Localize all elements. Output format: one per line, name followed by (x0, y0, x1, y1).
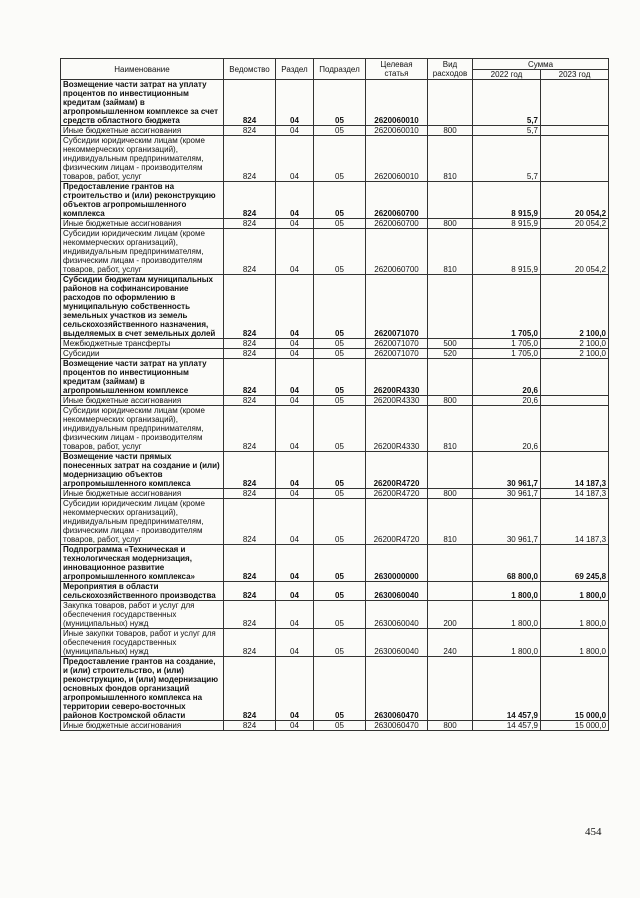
cell-vedomstvo: 824 (224, 406, 276, 452)
cell-razdel: 04 (276, 489, 314, 499)
cell-razdel: 04 (276, 601, 314, 629)
cell-sum-2023: 20 054,2 (541, 219, 609, 229)
cell-sum-2023: 15 000,0 (541, 657, 609, 721)
cell-podrazdel: 05 (314, 629, 366, 657)
cell-sum-2023 (541, 136, 609, 182)
cell-sum-2023: 2 100,0 (541, 349, 609, 359)
table-header (61, 59, 609, 80)
cell-target: 2620071070 (366, 349, 428, 359)
cell-vid: 800 (428, 396, 473, 406)
cell-target: 2620060700 (366, 219, 428, 229)
cell-vid: 240 (428, 629, 473, 657)
cell-vid: 800 (428, 489, 473, 499)
table-row (61, 499, 609, 545)
cell-sum-2022: 5,7 (473, 80, 541, 126)
table-row (61, 219, 609, 229)
cell-podrazdel: 05 (314, 275, 366, 339)
table-row (61, 406, 609, 452)
cell-name: Иные бюджетные ассигнования (61, 721, 224, 731)
cell-name: Возмещение части прямых понесенных затрат на создание и (или) модернизацию объектов агропромышленного комплекса (61, 452, 224, 489)
cell-podrazdel: 05 (314, 126, 366, 136)
cell-sum-2022: 30 961,7 (473, 489, 541, 499)
cell-vid: 800 (428, 126, 473, 136)
table-row (61, 229, 609, 275)
cell-vedomstvo: 824 (224, 452, 276, 489)
cell-podrazdel: 05 (314, 489, 366, 499)
page-number: 454 (585, 826, 602, 838)
cell-name: Субсидии юридическим лицам (кроме некоммерческих организаций), индивидуальным предпринимателям, физическим лицам - производителям товаров, работ, услуг (61, 406, 224, 452)
cell-podrazdel: 05 (314, 601, 366, 629)
cell-target: 26200R4720 (366, 452, 428, 489)
cell-podrazdel: 05 (314, 657, 366, 721)
cell-sum-2023: 15 000,0 (541, 721, 609, 731)
cell-name: Закупка товаров, работ и услуг для обеспечения государственных (муниципальных) нужд (61, 601, 224, 629)
table-row (61, 359, 609, 396)
cell-sum-2022: 1 705,0 (473, 349, 541, 359)
cell-podrazdel: 05 (314, 721, 366, 731)
cell-sum-2023: 1 800,0 (541, 629, 609, 657)
cell-razdel: 04 (276, 80, 314, 126)
cell-sum-2023: 14 187,3 (541, 489, 609, 499)
cell-sum-2022: 8 915,9 (473, 219, 541, 229)
cell-podrazdel: 05 (314, 136, 366, 182)
header-podrazdel: Подраздел (314, 59, 366, 80)
cell-vid (428, 582, 473, 601)
cell-podrazdel: 05 (314, 80, 366, 126)
cell-vid: 200 (428, 601, 473, 629)
cell-vid: 800 (428, 219, 473, 229)
cell-target: 2630060470 (366, 657, 428, 721)
cell-target: 2630000000 (366, 545, 428, 582)
cell-vedomstvo: 824 (224, 721, 276, 731)
cell-name: Иные бюджетные ассигнования (61, 396, 224, 406)
cell-razdel: 04 (276, 339, 314, 349)
cell-podrazdel: 05 (314, 219, 366, 229)
cell-vedomstvo: 824 (224, 126, 276, 136)
cell-razdel: 04 (276, 629, 314, 657)
cell-vid (428, 359, 473, 396)
cell-podrazdel: 05 (314, 582, 366, 601)
cell-sum-2023 (541, 406, 609, 452)
cell-vid (428, 182, 473, 219)
table-row (61, 452, 609, 489)
cell-target: 26200R4720 (366, 499, 428, 545)
header-vedomstvo: Ведомство (224, 59, 276, 80)
cell-vedomstvo: 824 (224, 359, 276, 396)
cell-razdel: 04 (276, 657, 314, 721)
cell-podrazdel: 05 (314, 182, 366, 219)
cell-vedomstvo: 824 (224, 219, 276, 229)
cell-vedomstvo: 824 (224, 275, 276, 339)
table-row (61, 545, 609, 582)
header-summa: Сумма (473, 59, 609, 70)
cell-vid (428, 452, 473, 489)
cell-razdel: 04 (276, 582, 314, 601)
cell-name: Предоставление грантов на строительство и (или) реконструкцию объектов агропромышленного комплекса (61, 182, 224, 219)
cell-razdel: 04 (276, 359, 314, 396)
cell-podrazdel: 05 (314, 545, 366, 582)
cell-sum-2022: 30 961,7 (473, 499, 541, 545)
table-row (61, 339, 609, 349)
cell-sum-2023: 20 054,2 (541, 182, 609, 219)
cell-vid (428, 545, 473, 582)
cell-vedomstvo: 824 (224, 229, 276, 275)
cell-target: 26200R4330 (366, 396, 428, 406)
cell-razdel: 04 (276, 499, 314, 545)
cell-target: 26200R4330 (366, 359, 428, 396)
document-page (60, 58, 608, 731)
table-row (61, 349, 609, 359)
cell-sum-2022: 14 457,9 (473, 657, 541, 721)
cell-name: Межбюджетные трансферты (61, 339, 224, 349)
cell-podrazdel: 05 (314, 452, 366, 489)
table-row (61, 126, 609, 136)
cell-vid: 500 (428, 339, 473, 349)
cell-name: Субсидии юридическим лицам (кроме некоммерческих организаций), индивидуальным предпринимателям, физическим лицам - производителям товаров, работ, услуг (61, 499, 224, 545)
table-row (61, 721, 609, 731)
cell-sum-2023: 14 187,3 (541, 499, 609, 545)
cell-vid: 800 (428, 721, 473, 731)
cell-razdel: 04 (276, 136, 314, 182)
cell-vedomstvo: 824 (224, 582, 276, 601)
cell-sum-2022: 8 915,9 (473, 229, 541, 275)
cell-vedomstvo: 824 (224, 601, 276, 629)
cell-name: Мероприятия в области сельскохозяйственного производства (61, 582, 224, 601)
cell-name: Субсидии юридическим лицам (кроме некоммерческих организаций), индивидуальным предпринимателям, физическим лицам - производителям товаров, работ, услуг (61, 136, 224, 182)
cell-name: Подпрограмма «Техническая и технологическая модернизация, инновационное развитие агропромышленного комплекса» (61, 545, 224, 582)
cell-target: 2630060470 (366, 721, 428, 731)
table-row (61, 275, 609, 339)
cell-podrazdel: 05 (314, 229, 366, 275)
cell-target: 2620060700 (366, 182, 428, 219)
cell-sum-2022: 1 705,0 (473, 339, 541, 349)
budget-table (60, 58, 609, 731)
cell-target: 2620060010 (366, 80, 428, 126)
header-name: Наименование (61, 59, 224, 80)
cell-name: Субсидии (61, 349, 224, 359)
cell-name: Возмещение части затрат на уплату процентов по инвестиционным кредитам (займам) в агропромышленном комплексе за счет средств областного бюджета (61, 80, 224, 126)
cell-sum-2023 (541, 396, 609, 406)
cell-target: 2630060040 (366, 582, 428, 601)
cell-sum-2022: 8 915,9 (473, 182, 541, 219)
cell-sum-2023: 14 187,3 (541, 452, 609, 489)
cell-sum-2022: 20,6 (473, 359, 541, 396)
table-body (61, 80, 609, 731)
cell-razdel: 04 (276, 406, 314, 452)
cell-vedomstvo: 824 (224, 182, 276, 219)
table-row (61, 396, 609, 406)
cell-vedomstvo: 824 (224, 339, 276, 349)
cell-target: 2630060040 (366, 601, 428, 629)
cell-razdel: 04 (276, 452, 314, 489)
cell-name: Субсидии бюджетам муниципальных районов на софинансирование расходов по оформлению в муниципальную собственность земельных участков из земель сельскохозяйственного назначения, выделяемых в счет земельных долей (61, 275, 224, 339)
cell-sum-2023 (541, 126, 609, 136)
cell-sum-2022: 20,6 (473, 406, 541, 452)
cell-sum-2022: 1 800,0 (473, 601, 541, 629)
cell-sum-2022: 1 800,0 (473, 629, 541, 657)
cell-vedomstvo: 824 (224, 545, 276, 582)
cell-sum-2022: 14 457,9 (473, 721, 541, 731)
cell-sum-2023: 1 800,0 (541, 601, 609, 629)
cell-vid: 810 (428, 499, 473, 545)
table-row (61, 136, 609, 182)
cell-sum-2022: 20,6 (473, 396, 541, 406)
cell-vedomstvo: 824 (224, 489, 276, 499)
cell-vedomstvo: 824 (224, 657, 276, 721)
cell-podrazdel: 05 (314, 406, 366, 452)
cell-target: 2630060040 (366, 629, 428, 657)
cell-target: 2620060010 (366, 126, 428, 136)
cell-vid (428, 275, 473, 339)
header-2022: 2022 год (473, 70, 541, 80)
cell-target: 2620060700 (366, 229, 428, 275)
cell-vedomstvo: 824 (224, 499, 276, 545)
cell-podrazdel: 05 (314, 349, 366, 359)
cell-vedomstvo: 824 (224, 396, 276, 406)
cell-sum-2022: 1 705,0 (473, 275, 541, 339)
cell-vedomstvo: 824 (224, 136, 276, 182)
header-vid: Вид расходов (428, 59, 473, 80)
cell-sum-2023: 20 054,2 (541, 229, 609, 275)
table-row (61, 657, 609, 721)
table-row (61, 582, 609, 601)
cell-name: Возмещение части затрат на уплату процентов по инвестиционным кредитам (займам) в агропромышленном комплексе (61, 359, 224, 396)
cell-name: Иные бюджетные ассигнования (61, 489, 224, 499)
table-row (61, 80, 609, 126)
cell-sum-2023: 1 800,0 (541, 582, 609, 601)
cell-sum-2022: 5,7 (473, 126, 541, 136)
cell-podrazdel: 05 (314, 396, 366, 406)
cell-razdel: 04 (276, 349, 314, 359)
cell-razdel: 04 (276, 721, 314, 731)
cell-sum-2023: 2 100,0 (541, 275, 609, 339)
table-row (61, 182, 609, 219)
header-target: Целевая статья (366, 59, 428, 80)
cell-vid: 810 (428, 136, 473, 182)
cell-sum-2023: 2 100,0 (541, 339, 609, 349)
cell-sum-2023 (541, 359, 609, 396)
cell-name: Предоставление грантов на создание, и (или) строительство, и (или) реконструкцию, и (или) модернизацию основных фондов организаций агропромышленного комплекса на территории северо-восточных районов Костромской области (61, 657, 224, 721)
table-row (61, 489, 609, 499)
cell-sum-2023 (541, 80, 609, 126)
cell-target: 26200R4330 (366, 406, 428, 452)
table-row (61, 629, 609, 657)
cell-target: 2620071070 (366, 275, 428, 339)
cell-vedomstvo: 824 (224, 349, 276, 359)
cell-target: 2620060010 (366, 136, 428, 182)
cell-podrazdel: 05 (314, 339, 366, 349)
cell-sum-2022: 1 800,0 (473, 582, 541, 601)
cell-vid: 810 (428, 406, 473, 452)
cell-vedomstvo: 824 (224, 80, 276, 126)
cell-razdel: 04 (276, 275, 314, 339)
cell-razdel: 04 (276, 396, 314, 406)
cell-sum-2022: 30 961,7 (473, 452, 541, 489)
cell-vedomstvo: 824 (224, 629, 276, 657)
cell-razdel: 04 (276, 229, 314, 275)
cell-target: 26200R4720 (366, 489, 428, 499)
cell-sum-2022: 68 800,0 (473, 545, 541, 582)
cell-razdel: 04 (276, 219, 314, 229)
cell-target: 2620071070 (366, 339, 428, 349)
cell-sum-2023: 69 245,8 (541, 545, 609, 582)
cell-vid: 520 (428, 349, 473, 359)
cell-sum-2022: 5,7 (473, 136, 541, 182)
header-2023: 2023 год (541, 70, 609, 80)
cell-name: Субсидии юридическим лицам (кроме некоммерческих организаций), индивидуальным предпринимателям, физическим лицам - производителям товаров, работ, услуг (61, 229, 224, 275)
cell-name: Иные закупки товаров, работ и услуг для обеспечения государственных (муниципальных) нужд (61, 629, 224, 657)
cell-razdel: 04 (276, 545, 314, 582)
cell-name: Иные бюджетные ассигнования (61, 219, 224, 229)
table-row (61, 601, 609, 629)
cell-podrazdel: 05 (314, 499, 366, 545)
cell-razdel: 04 (276, 182, 314, 219)
cell-podrazdel: 05 (314, 359, 366, 396)
cell-vid (428, 657, 473, 721)
cell-vid: 810 (428, 229, 473, 275)
header-razdel: Раздел (276, 59, 314, 80)
cell-name: Иные бюджетные ассигнования (61, 126, 224, 136)
cell-vid (428, 80, 473, 126)
cell-razdel: 04 (276, 126, 314, 136)
